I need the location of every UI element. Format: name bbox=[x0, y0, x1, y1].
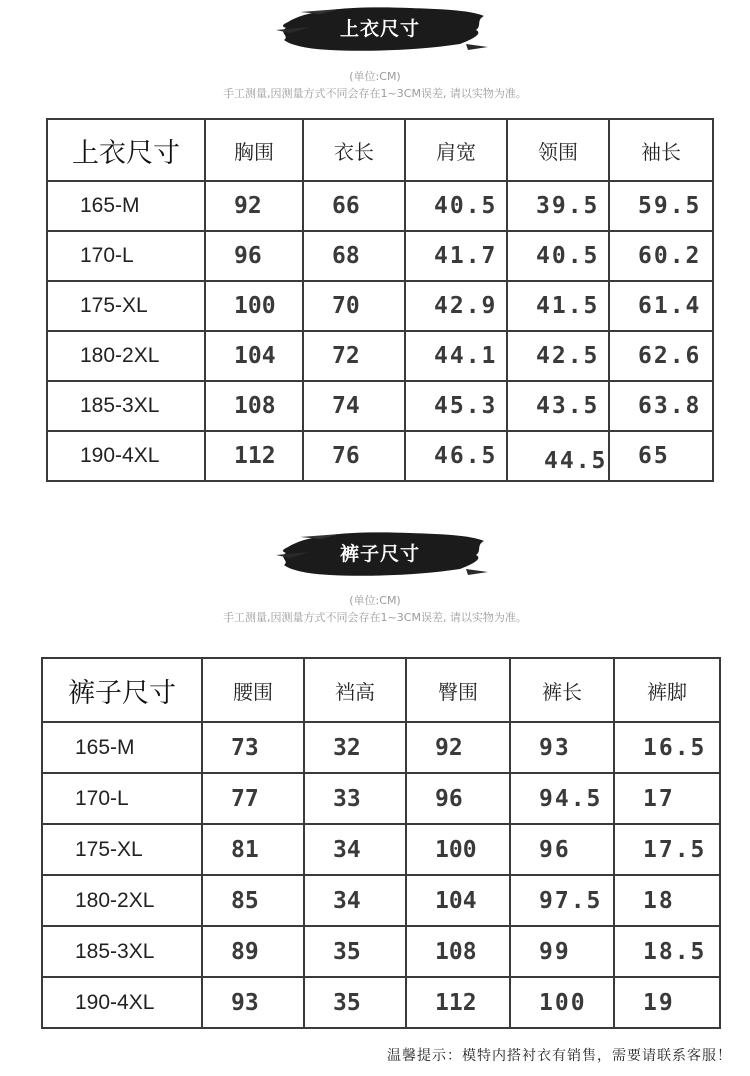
size-label: 180-2XL bbox=[47, 331, 205, 381]
bottom-banner-title: 裤子尺寸 bbox=[339, 543, 420, 565]
value-cell: 100 bbox=[205, 281, 303, 331]
size-label: 170-L bbox=[47, 231, 205, 281]
value-cell: 43.5 bbox=[507, 381, 609, 431]
size-label: 190-4XL bbox=[47, 431, 205, 481]
table-row bbox=[42, 824, 720, 875]
value-cell: 100 bbox=[510, 977, 614, 1028]
value-cell: 97.5 bbox=[510, 875, 614, 926]
table-row bbox=[47, 181, 713, 231]
size-label: 185-3XL bbox=[47, 381, 205, 431]
value-cell: 72 bbox=[303, 331, 405, 381]
value-cell: 89 bbox=[202, 926, 304, 977]
column-header: 衣长 bbox=[303, 119, 405, 181]
value-cell: 61.4 bbox=[609, 281, 713, 331]
value-cell: 99 bbox=[510, 926, 614, 977]
top-size-table bbox=[46, 118, 714, 482]
value-cell: 16.5 bbox=[614, 722, 720, 773]
value-cell: 85 bbox=[202, 875, 304, 926]
value-cell: 35 bbox=[304, 977, 406, 1028]
column-header: 臀围 bbox=[406, 658, 510, 722]
value-cell: 44.1 bbox=[405, 331, 507, 381]
value-cell: 34 bbox=[304, 875, 406, 926]
size-label: 165-M bbox=[47, 181, 205, 231]
bottom-banner bbox=[270, 525, 490, 585]
table-row bbox=[42, 875, 720, 926]
table-row bbox=[47, 381, 713, 431]
size-label: 175-XL bbox=[47, 281, 205, 331]
value-cell: 18.5 bbox=[614, 926, 720, 977]
size-label: 175-XL bbox=[42, 824, 202, 875]
value-cell: 108 bbox=[205, 381, 303, 431]
value-cell: 108 bbox=[406, 926, 510, 977]
value-cell: 32 bbox=[304, 722, 406, 773]
top-banner bbox=[270, 0, 490, 60]
value-cell: 70 bbox=[303, 281, 405, 331]
value-cell: 41.7 bbox=[405, 231, 507, 281]
value-cell: 59.5 bbox=[609, 181, 713, 231]
top-unit-note: (单位:CM) bbox=[349, 70, 401, 83]
footer-tip: 温馨提示：模特内搭衬衣有销售，需要请联系客服！ bbox=[387, 1048, 732, 1064]
value-cell: 104 bbox=[205, 331, 303, 381]
value-cell: 18 bbox=[614, 875, 720, 926]
top-measure-note: 手工测量,因测量方式不同会存在1~3CM误差, 请以实物为准。 bbox=[223, 87, 527, 100]
column-header: 肩宽 bbox=[405, 119, 507, 181]
value-cell: 33 bbox=[304, 773, 406, 824]
size-label: 180-2XL bbox=[42, 875, 202, 926]
table-row bbox=[42, 722, 720, 773]
size-label: 190-4XL bbox=[42, 977, 202, 1028]
value-cell: 41.5 bbox=[507, 281, 609, 331]
value-cell: 19 bbox=[614, 977, 720, 1028]
table-corner-label: 裤子尺寸 bbox=[42, 658, 202, 722]
value-cell: 60.2 bbox=[609, 231, 713, 281]
value-cell: 40.5 bbox=[405, 181, 507, 231]
value-cell: 112 bbox=[205, 431, 303, 481]
column-header: 领围 bbox=[507, 119, 609, 181]
table-row bbox=[42, 773, 720, 824]
size-label: 170-L bbox=[42, 773, 202, 824]
top-banner-title: 上衣尺寸 bbox=[339, 18, 420, 40]
table-header-row bbox=[47, 119, 713, 181]
value-cell: 96 bbox=[205, 231, 303, 281]
table-row bbox=[47, 431, 713, 481]
table-row bbox=[42, 977, 720, 1028]
size-label: 165-M bbox=[42, 722, 202, 773]
value-cell: 92 bbox=[406, 722, 510, 773]
value-cell: 35 bbox=[304, 926, 406, 977]
column-header: 裆高 bbox=[304, 658, 406, 722]
value-cell: 96 bbox=[406, 773, 510, 824]
value-cell: 34 bbox=[304, 824, 406, 875]
value-cell: 77 bbox=[202, 773, 304, 824]
bottom-unit-note: (单位:CM) bbox=[349, 594, 401, 607]
value-cell: 100 bbox=[406, 824, 510, 875]
value-cell: 39.5 bbox=[507, 181, 609, 231]
value-cell: 46.5 bbox=[405, 431, 507, 481]
value-cell: 44.5 bbox=[507, 431, 609, 481]
table-row bbox=[47, 231, 713, 281]
value-cell: 73 bbox=[202, 722, 304, 773]
value-cell: 74 bbox=[303, 381, 405, 431]
value-cell: 66 bbox=[303, 181, 405, 231]
value-cell: 17.5 bbox=[614, 824, 720, 875]
value-cell: 17 bbox=[614, 773, 720, 824]
value-cell: 96 bbox=[510, 824, 614, 875]
bottom-size-table bbox=[41, 657, 721, 1029]
column-header: 裤长 bbox=[510, 658, 614, 722]
value-cell: 92 bbox=[205, 181, 303, 231]
value-cell: 104 bbox=[406, 875, 510, 926]
value-cell: 112 bbox=[406, 977, 510, 1028]
value-cell: 93 bbox=[202, 977, 304, 1028]
column-header: 腰围 bbox=[202, 658, 304, 722]
bottom-measure-note: 手工测量,因测量方式不同会存在1~3CM误差, 请以实物为准。 bbox=[223, 611, 527, 624]
table-row bbox=[42, 926, 720, 977]
value-cell: 76 bbox=[303, 431, 405, 481]
value-cell: 94.5 bbox=[510, 773, 614, 824]
value-cell: 42.9 bbox=[405, 281, 507, 331]
value-cell: 42.5 bbox=[507, 331, 609, 381]
column-header: 袖长 bbox=[609, 119, 713, 181]
value-cell: 40.5 bbox=[507, 231, 609, 281]
table-row bbox=[47, 331, 713, 381]
table-corner-label: 上衣尺寸 bbox=[47, 119, 205, 181]
column-header: 胸围 bbox=[205, 119, 303, 181]
table-row bbox=[47, 281, 713, 331]
value-cell: 65 bbox=[609, 431, 713, 481]
table-header-row bbox=[42, 658, 720, 722]
value-cell: 45.3 bbox=[405, 381, 507, 431]
value-cell: 81 bbox=[202, 824, 304, 875]
value-cell: 68 bbox=[303, 231, 405, 281]
value-cell: 63.8 bbox=[609, 381, 713, 431]
column-header: 裤脚 bbox=[614, 658, 720, 722]
size-label: 185-3XL bbox=[42, 926, 202, 977]
value-cell: 62.6 bbox=[609, 331, 713, 381]
value-cell: 93 bbox=[510, 722, 614, 773]
